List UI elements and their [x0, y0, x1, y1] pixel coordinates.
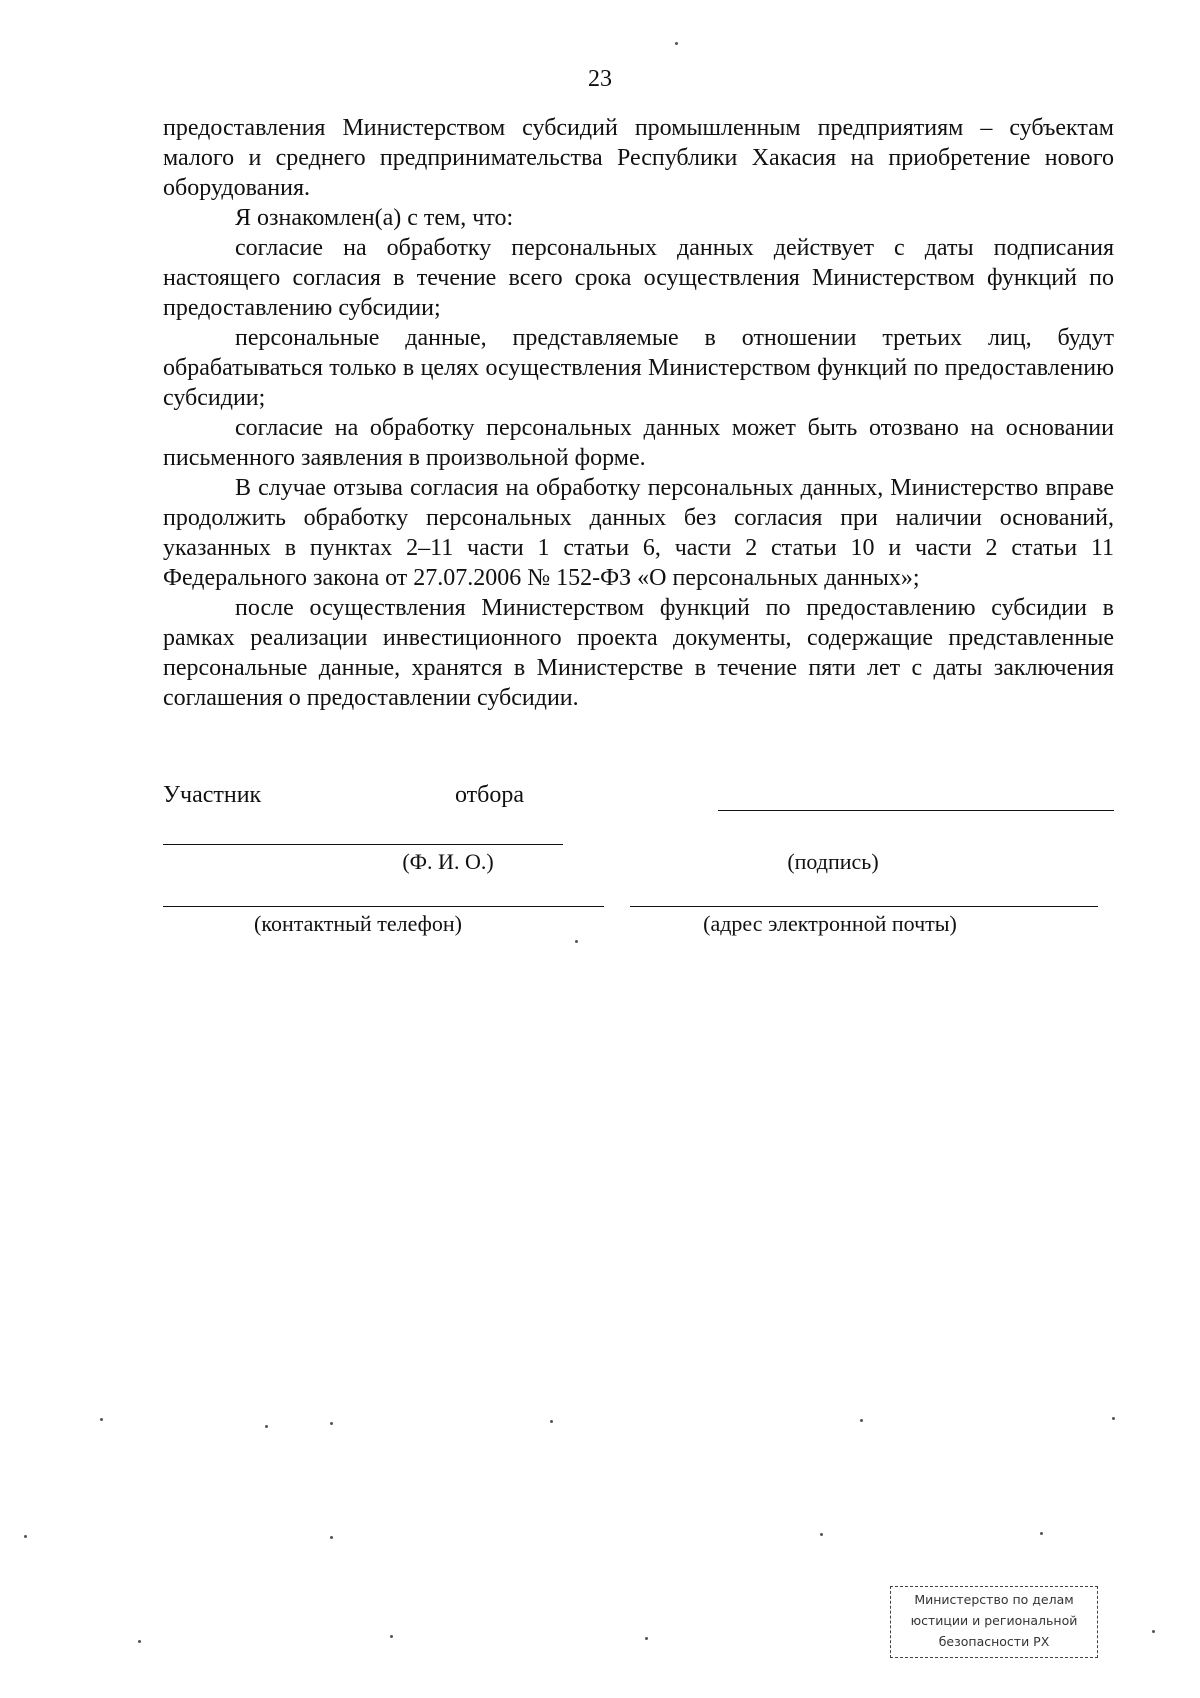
scan-speck [550, 1420, 553, 1423]
scan-speck [330, 1536, 333, 1539]
document-body [163, 113, 1114, 713]
email-line [630, 906, 1098, 907]
page-number: 23 [588, 66, 612, 92]
scan-speck [820, 1533, 823, 1536]
scan-speck [1040, 1532, 1043, 1535]
stamp-line-2: юстиции и региональной [910, 1613, 1078, 1628]
fio-line [163, 844, 563, 845]
phone-caption: (контактный телефон) [254, 911, 462, 936]
scan-speck [138, 1640, 141, 1643]
selection-label: отбора [455, 782, 525, 808]
paragraph-consent-validity: согласие на обработку персональных данных действует с даты подписания настоящего согласия в течение всего срока осуществления Министерством функций по предоставлению субсидии; [163, 235, 1114, 321]
signature-line-top-right [718, 810, 1114, 811]
signature-caption: (подпись) [787, 849, 879, 874]
paragraph-revocation-case: В случае отзыва согласия на обработку персональных данных, Министерство вправе продолжить обработку персональных данных без согласия при наличии оснований, указанных в пунктах 2–11 части 1 статьи 6, части 2 статьи 10 и части 2 статьи 11 Федерального закона от 27.07.2006 № 152-ФЗ «О персональных данных»; [163, 475, 1114, 591]
email-caption: (адрес электронной почты) [703, 911, 957, 936]
scan-speck [390, 1635, 393, 1638]
paragraph-acknowledgement: Я ознакомлен(а) с тем, что: [235, 205, 514, 231]
participant-label: Участник [163, 782, 262, 808]
scan-speck [1152, 1630, 1155, 1633]
phone-line [163, 906, 604, 907]
scan-speck [575, 940, 578, 943]
stamp-line-1: Министерство по делам [914, 1592, 1074, 1607]
paragraph-document-retention: после осуществления Министерством функций по предоставлению субсидии в рамках реализации инвестиционного проекта документы, содержащие представленные персональные данные, хранятся в Министерстве в течение пяти лет с даты заключения соглашения о предоставлении субсидии. [163, 595, 1114, 711]
paragraph-third-party-data: персональные данные, представляемые в отношении третьих лиц, будут обрабатываться только в целях осуществления Министерством функций по предоставлению субсидии; [163, 325, 1114, 411]
scan-speck [860, 1419, 863, 1422]
scan-speck [100, 1418, 103, 1421]
paragraph-intro-continuation: предоставления Министерством субсидий промышленным предприятиям – субъектам малого и среднего предпринимательства Республики Хакасия на приобретение нового оборудования. [163, 115, 1114, 201]
paragraph-consent-revocation: согласие на обработку персональных данных может быть отозвано на основании письменного заявления в произвольной форме. [163, 415, 1114, 471]
fio-caption: (Ф. И. О.) [402, 849, 494, 874]
scan-speck [265, 1425, 268, 1428]
scan-speck [24, 1535, 27, 1538]
scan-speck [1112, 1417, 1115, 1420]
scan-speck [675, 42, 678, 45]
scan-speck [645, 1637, 648, 1640]
registration-stamp [890, 1586, 1098, 1658]
stamp-line-3: безопасности РХ [938, 1634, 1050, 1649]
scan-speck [330, 1422, 333, 1425]
